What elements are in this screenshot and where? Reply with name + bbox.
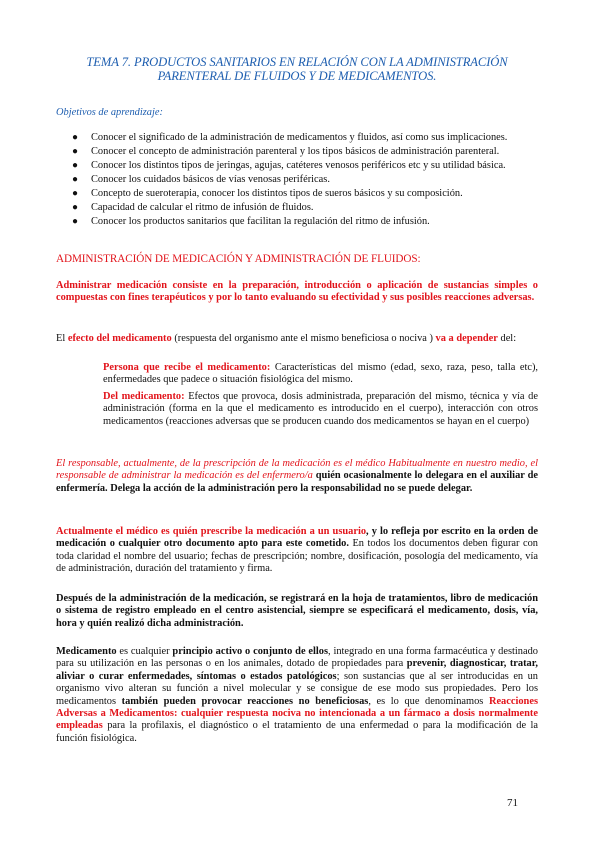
bullet-icon: ● (72, 174, 79, 185)
objectives-list (56, 132, 538, 230)
objective-item: ● Concepto de sueroterapia, conocer los distintos tipos de sueros básicos y su composición. (72, 188, 463, 199)
bullet-icon: ● (72, 132, 79, 143)
page-title (56, 55, 538, 83)
page-number: 71 (507, 797, 518, 809)
bullet-icon: ● (72, 146, 79, 157)
effect-paragraph: El efecto del medicamento (respuesta del organismo ante el mismo beneficiosa o nociva ) va a depender del: (56, 333, 517, 344)
objective-item: ● Conocer el significado de la administración de medicamentos y fluidos, así como sus implicaciones. (72, 132, 508, 143)
definition-paragraph: Administrar medicación consiste en la preparación, introducción o aplicación de sustancias simples o compuestas con fines terapéuticos y por lo tanto evaluando su efectividad y sus posibles reacciones adversas. (56, 280, 538, 304)
patient-factors: Persona que recibe el medicamento: Características del mismo (edad, sexo, raza, peso, talla etc), enfermedades que padece o situación fisiológica del mismo. (103, 362, 539, 386)
objective-item: ● Capacidad de calcular el ritmo de infusión de fluidos. (72, 202, 314, 213)
bullet-icon: ● (72, 202, 79, 213)
drug-factors: Del medicamento: Efectos que provoca, dosis administrada, preparación del mismo, técnica y vía de administración (forma en la que el medicamento es introducido en el cuerpo), interacción con otros medicamentos (reacciones adversas que se producen cuando dos medicamentos se hayan en el cuerpo) (103, 391, 538, 427)
registration-paragraph: Después de la administración de la medicación, se registrará en la hoja de tratamientos, libro de medicación o sistema de registro empleado en el centro asistencial, siempre se especificará el medicamento, dosis, vía, hora y quién realizó dicha administración. (56, 593, 538, 629)
prescription-paragraph: Actualmente el médico es quién prescribe la medicación a un usuario, y lo refleja por escrito en la orden de medicación o cualquier otro documento apto para este cometido. En todos los documentos deben figurar con toda claridad el nombre del usuario; fechas de prescripción; nombre, dosificación, posología del medicamento, vía de administración, duración del tratamiento y firma. (56, 526, 538, 575)
title-line-2: PARENTERAL DE FLUIDOS Y DE MEDICAMENTOS. (157, 69, 437, 83)
objective-item: ● Conocer los distintos tipos de jeringas, agujas, catéteres venosos periféricos etc y su utilidad básica. (72, 160, 506, 171)
responsibility-paragraph: El responsable, actualmente, de la prescripción de la medicación es el médico Habitualmente en nuestro medio, el responsable de administrar la medicación es del enfermero/a quién ocasionalmente lo delegara en el auxiliar de enfermería. Delega la acción de la administración pero la responsabilidad no se puede delegar. (56, 458, 538, 494)
medicine-definition-paragraph: Medicamento es cualquier principio activo o conjunto de ellos, integrado en una forma farmacéutica y destinado para su utilización en las personas o en los animales, dotado de propiedades para prevenir, diagnosticar, tratar, aliviar o curar enfermedades, síntomas o estados patológicos; son sustancias que al ser introducidas en un organismo vivo alteran su función a nivel molecular y se consigue de ese modo sus propiedades. Pero los medicamentos también pueden provocar reacciones no beneficiosas, es lo que denominamos Reacciones Adversas a Medicamentos: cualquier respuesta nociva no intencionada a un fármaco a dosis normalmente empleadas para la profilaxis, el diagnóstico o el tratamiento de una enfermedad o para la modificación de la función fisiológica. (56, 646, 539, 744)
objective-item: ● Conocer los productos sanitarios que facilitan la regulación del ritmo de infusión. (72, 216, 430, 227)
objectives-heading: Objetivos de aprendizaje: (56, 107, 163, 118)
bullet-icon: ● (72, 216, 79, 227)
bullet-icon: ● (72, 160, 79, 171)
bullet-icon: ● (72, 188, 79, 199)
objective-item: ● Conocer los cuidados básicos de vías venosas periféricas. (72, 174, 330, 185)
section-heading: ADMINISTRACIÓN DE MEDICACIÓN Y ADMINISTRACIÓN DE FLUIDOS: (56, 253, 421, 265)
title-line-1: TEMA 7. PRODUCTOS SANITARIOS EN RELACIÓN CON LA ADMINISTRACIÓN (86, 55, 508, 69)
objective-item: ● Conocer el concepto de administración parenteral y los tipos básicos de administración parenteral. (72, 146, 500, 157)
